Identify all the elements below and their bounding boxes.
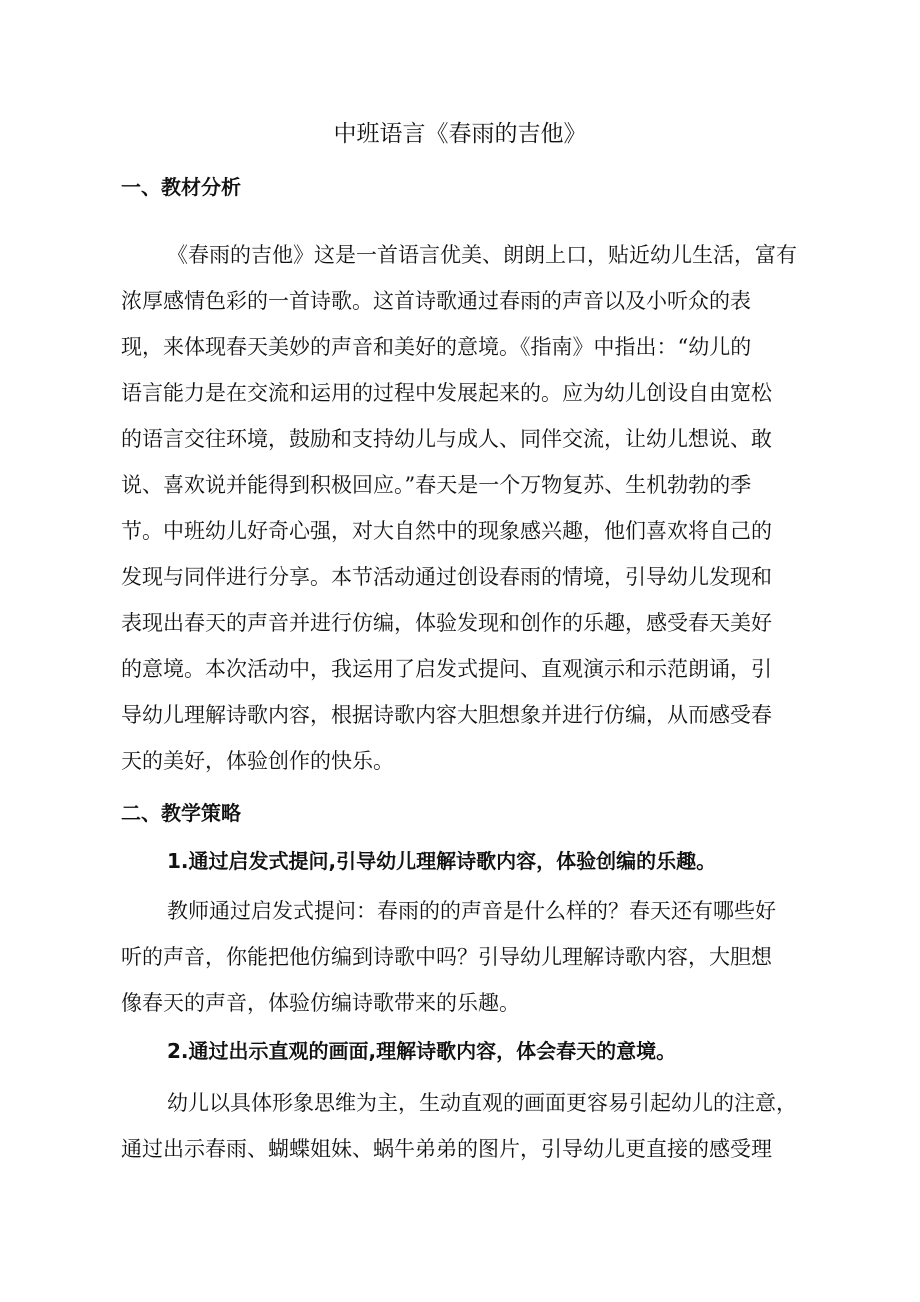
- paragraph-line: 幼儿以具体形象思维为主，生动直观的画面更容易引起幼儿的注意，: [167, 1091, 797, 1115]
- document-title: 中班语言《春雨的吉他》: [333, 121, 587, 147]
- strategy-point-1-heading: 1.通过启发式提问,引导幼儿理解诗歌内容，体验创编的乐趣。: [167, 849, 717, 873]
- paragraph-line: 像春天的声音，体验仿编诗歌带来的乐趣。: [121, 991, 520, 1015]
- paragraph-line: 导幼儿理解诗歌内容，根据诗歌内容大胆想象并进行仿编，从而感受春: [121, 703, 772, 727]
- paragraph-line: 节。中班幼儿好奇心强，对大自然中的现象感兴趣，他们喜欢将自己的: [121, 519, 772, 543]
- strategy-point-2-heading: 2.通过出示直观的画面,理解诗歌内容，体会春天的意境。: [167, 1039, 677, 1063]
- paragraph-line: 天的美好，体验创作的快乐。: [121, 749, 394, 773]
- section-heading-materials: 一、教材分析: [121, 175, 241, 199]
- paragraph-line: 的语言交往环境，鼓励和支持幼儿与成人、同伴交流，让幼儿想说、敢: [121, 427, 772, 451]
- paragraph-line: 《春雨的吉他》这是一首语言优美、朗朗上口，贴近幼儿生活，富有: [167, 243, 797, 267]
- paragraph-line: 发现与同伴进行分享。本节活动通过创设春雨的情境，引导幼儿发现和: [121, 565, 772, 589]
- paragraph-line: 说、喜欢说并能得到积极回应。”春天是一个万物复苏、生机勃勃的季: [121, 473, 752, 497]
- paragraph-line: 表现出春天的声音并进行仿编，体验发现和创作的乐趣，感受春天美好: [121, 611, 772, 635]
- paragraph-line: 听的声音，你能把他仿编到诗歌中吗？引导幼儿理解诗歌内容，大胆想: [121, 945, 772, 969]
- paragraph-line: 通过出示春雨、蝴蝶姐妹、蜗牛弟弟的图片，引导幼儿更直接的感受理: [121, 1137, 772, 1161]
- paragraph-line: 现，来体现春天美妙的声音和美好的意境。《指南》中指出：“幼儿的: [121, 335, 752, 359]
- paragraph-line: 语言能力是在交流和运用的过程中发展起来的。应为幼儿创设自由宽松: [121, 381, 772, 405]
- paragraph-line: 浓厚感情色彩的一首诗歌。这首诗歌通过春雨的声音以及小听众的表: [121, 289, 751, 313]
- section-heading-strategy: 二、教学策略: [121, 801, 241, 825]
- paragraph-line: 的意境。本次活动中，我运用了启发式提问、直观演示和示范朗诵，引: [121, 657, 772, 681]
- paragraph-line: 教师通过启发式提问：春雨的的声音是什么样的？春天还有哪些好: [167, 899, 776, 923]
